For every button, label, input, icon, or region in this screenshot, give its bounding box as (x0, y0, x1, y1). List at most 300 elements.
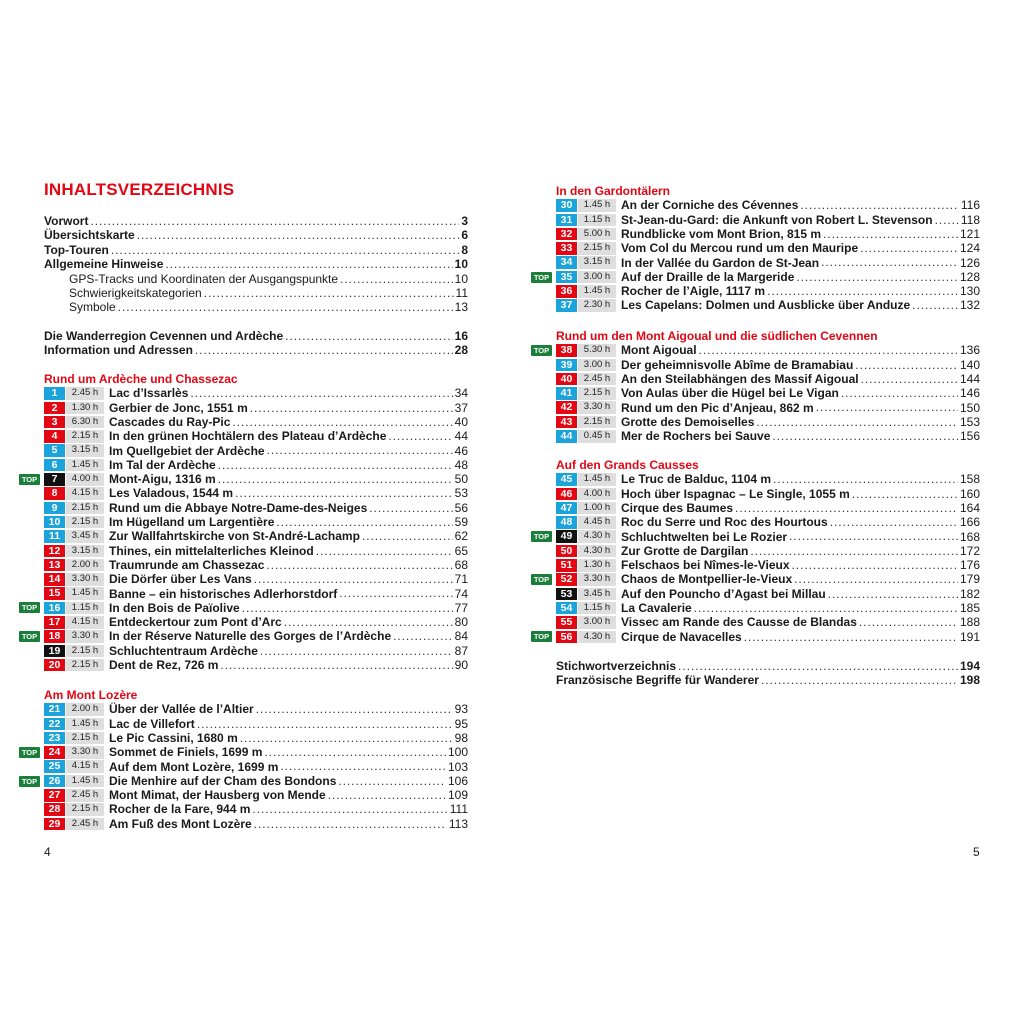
route-title: Thines, ein mittelalterliches Kleinod (109, 543, 314, 558)
toc-entry (44, 228, 468, 242)
route-number: 43 (556, 416, 577, 429)
entry-page: 3 (461, 214, 468, 228)
route-title: Mont Aigoual (621, 343, 697, 358)
entry-title: Allgemeine Hinweise (44, 257, 164, 272)
dot-leader (823, 227, 958, 241)
dot-leader (242, 601, 453, 615)
route-number: 41 (556, 387, 577, 400)
index-entries (556, 659, 980, 688)
route-row (44, 587, 468, 601)
route-duration: 0.45 h (578, 430, 616, 443)
dot-leader (218, 472, 453, 486)
route-number: 11 (44, 530, 65, 543)
route-row (44, 817, 468, 831)
route-duration: 2.00 h (66, 559, 104, 572)
route-title: Auf den Pouncho d’Agast bei Millau (621, 586, 826, 601)
route-title: Le Pic Cassini, 1680 m (109, 730, 238, 745)
route-page: 176 (959, 558, 980, 573)
route-duration: 4.30 h (578, 545, 616, 558)
route-duration: 3.00 h (578, 359, 616, 372)
route-number: 44 (556, 430, 577, 443)
route-row (556, 515, 980, 529)
route-duration: 2.15 h (66, 516, 104, 529)
dot-leader (338, 774, 446, 788)
entry-title: GPS-Tracks und Koordinaten der Ausgangspunkte (69, 271, 339, 286)
route-row (21, 745, 468, 760)
route-number: 37 (556, 299, 577, 312)
route-number: 31 (556, 214, 577, 227)
dot-leader (328, 788, 446, 802)
entry-title: Stichwortverzeichnis (556, 659, 677, 673)
route-number: 49 (556, 530, 577, 543)
route-title: Lac de Villefort (109, 716, 195, 731)
section-heading: Auf den Grands Causses (556, 458, 699, 472)
route-duration: 2.15 h (66, 430, 104, 443)
route-page: 77 (454, 600, 468, 615)
entry-page: 10 (454, 257, 468, 272)
dot-leader (165, 257, 452, 271)
route-duration: 2.15 h (578, 387, 616, 400)
page-number-right: 5 (973, 845, 980, 859)
route-number: 35 (556, 271, 577, 284)
dot-leader (750, 544, 958, 558)
route-title: Chaos de Montpellier-le-Vieux (621, 572, 793, 587)
toc-entry (44, 257, 468, 271)
dot-leader (190, 386, 452, 400)
route-title: Die Dörfer über Les Vans (109, 572, 252, 587)
route-page: 53 (454, 486, 468, 501)
route-row (21, 773, 468, 788)
route-page: 80 (454, 615, 468, 630)
dot-leader (137, 228, 460, 242)
route-page: 62 (454, 529, 468, 544)
route-duration: 3.00 h (578, 616, 616, 629)
route-title: Dent de Rez, 726 m (109, 658, 219, 673)
section-heading: Am Mont Lozère (44, 688, 138, 702)
toc-entry (44, 272, 468, 286)
route-page: 130 (959, 284, 980, 299)
route-number: 4 (44, 430, 65, 443)
entry-page: 13 (454, 300, 468, 315)
entry-page: 194 (959, 659, 980, 673)
route-page: 95 (454, 716, 468, 731)
route-number: 12 (44, 545, 65, 558)
route-title: Von Aulas über die Hügel bei Le Vigan (621, 386, 839, 401)
route-duration: 3.30 h (578, 573, 616, 586)
route-page: 121 (959, 226, 980, 241)
route-number: 33 (556, 242, 577, 255)
toc-title: INHALTSVERZEICHNIS (44, 180, 235, 199)
route-title: La Cavalerie (621, 601, 692, 616)
route-row (44, 717, 468, 731)
route-page: 136 (959, 343, 980, 358)
route-page: 188 (959, 615, 980, 630)
top-badge: TOP (19, 776, 40, 787)
route-number: 10 (44, 516, 65, 529)
toc-entry (44, 329, 468, 343)
route-duration: 3.30 h (66, 746, 104, 759)
route-duration: 5.30 h (578, 344, 616, 357)
route-duration: 1.30 h (66, 402, 104, 415)
dot-leader (852, 487, 958, 501)
section-grands-causses (533, 458, 980, 644)
route-title: Rund um den Pic d’Anjeau, 862 m (621, 400, 814, 415)
dot-leader (284, 615, 453, 629)
dot-leader (699, 343, 958, 357)
dot-leader (280, 759, 446, 773)
toc-entry (44, 300, 468, 314)
route-row (556, 472, 980, 486)
route-title: Über der Vallée de l’Altier (109, 702, 254, 717)
top-badge: TOP (531, 272, 552, 283)
dot-leader (267, 443, 453, 457)
route-page: 118 (960, 212, 980, 227)
route-row (533, 269, 980, 284)
route-number: 1 (44, 387, 65, 400)
route-duration: 3.45 h (66, 530, 104, 543)
page-number-left: 4 (44, 845, 51, 859)
route-duration: 1.15 h (66, 602, 104, 615)
route-number: 24 (44, 746, 65, 759)
route-page: 74 (454, 586, 468, 601)
route-title: Rocher de l’Aigle, 1117 m (621, 284, 766, 299)
dot-leader (841, 386, 958, 400)
route-title: In der Vallée du Gardon de St-Jean (621, 255, 820, 270)
route-page: 111 (449, 802, 468, 817)
route-title: Mont-Aigu, 1316 m (109, 472, 216, 487)
dot-leader (90, 214, 459, 228)
dot-leader (316, 544, 453, 558)
route-row (556, 198, 980, 212)
route-page: 179 (959, 572, 980, 587)
route-title: Im Tal der Ardèche (109, 457, 216, 472)
top-badge: TOP (531, 345, 552, 356)
dot-leader (204, 286, 454, 300)
entry-page: 6 (461, 228, 468, 243)
route-row (556, 487, 980, 501)
section-heading: Rund um Ardèche und Chassezac (44, 372, 238, 386)
route-title: Felschaos bei Nîmes-le-Vieux (621, 558, 790, 573)
route-page: 37 (454, 400, 468, 415)
route-title: St-Jean-du-Gard: die Ankunft von Robert L. Stevenson (621, 212, 933, 227)
top-badge: TOP (531, 574, 552, 585)
route-row (556, 284, 980, 298)
route-row (556, 241, 980, 255)
route-page: 59 (454, 515, 468, 530)
route-duration: 1.45 h (578, 285, 616, 298)
entry-title: Vorwort (44, 214, 89, 228)
dot-leader (250, 401, 453, 415)
route-row (533, 343, 980, 358)
dot-leader (285, 329, 452, 343)
route-page: 172 (959, 543, 980, 558)
dot-leader (800, 198, 958, 212)
route-duration: 6.30 h (66, 416, 104, 429)
route-page: 44 (454, 429, 468, 444)
route-duration: 4.00 h (66, 473, 104, 486)
route-title: Schluchtentraum Ardèche (109, 643, 258, 658)
route-number: 18 (44, 630, 65, 643)
route-duration: 2.15 h (578, 416, 616, 429)
route-title: Der geheimnisvolle Abîme de Bramabiau (621, 357, 854, 372)
route-number: 16 (44, 602, 65, 615)
dot-leader (756, 415, 958, 429)
route-row (556, 429, 980, 443)
route-page: 46 (454, 443, 468, 458)
route-row (44, 415, 468, 429)
route-row (556, 615, 980, 629)
route-row (533, 629, 980, 644)
entry-page: 16 (454, 329, 468, 343)
route-duration: 4.15 h (66, 487, 104, 500)
route-duration: 4.15 h (66, 760, 104, 773)
route-number: 40 (556, 373, 577, 386)
dot-leader (912, 298, 958, 312)
route-page: 153 (959, 414, 980, 429)
route-row (44, 658, 468, 672)
route-title: Zur Grotte de Dargilan (621, 543, 749, 558)
route-row (533, 572, 980, 587)
route-page: 126 (959, 255, 980, 270)
route-duration: 1.45 h (578, 473, 616, 486)
route-row (556, 544, 980, 558)
route-row (556, 358, 980, 372)
route-page: 166 (959, 515, 980, 530)
route-duration: 2.15 h (66, 502, 104, 515)
dot-leader (794, 572, 958, 586)
dot-leader (260, 644, 453, 658)
route-duration: 3.30 h (578, 401, 616, 414)
route-number: 2 (44, 402, 65, 415)
route-duration: 4.30 h (578, 631, 616, 644)
route-duration: 3.15 h (66, 444, 104, 457)
dot-leader (735, 501, 958, 515)
route-number: 55 (556, 616, 577, 629)
route-page: 116 (960, 198, 980, 213)
route-page: 185 (959, 601, 980, 616)
dot-leader (761, 673, 958, 687)
route-title: In den grünen Hochtälern des Plateau d’Ardèche (109, 429, 387, 444)
toc-entry (44, 214, 468, 228)
route-row (44, 458, 468, 472)
route-title: Sommet de Finiels, 1699 m (109, 745, 263, 760)
top-badge: TOP (19, 474, 40, 485)
route-page: 182 (959, 586, 980, 601)
route-number: 28 (44, 803, 65, 816)
dot-leader (276, 515, 452, 529)
route-row (44, 401, 468, 415)
route-title: Rund um die Abbaye Notre-Dame-des-Neiges (109, 500, 368, 515)
route-title: Schluchtwelten bei Le Rozier (621, 529, 788, 544)
route-duration: 1.45 h (66, 718, 104, 731)
route-title: Gerbier de Jonc, 1551 m (109, 400, 248, 415)
entry-title: Information und Adressen (44, 343, 193, 358)
entry-title: Übersichtskarte (44, 228, 135, 243)
route-page: 124 (959, 241, 980, 256)
dot-leader (816, 400, 958, 414)
entry-page: 10 (454, 271, 468, 286)
route-row (44, 486, 468, 500)
route-duration: 3.30 h (66, 630, 104, 643)
top-badge: TOP (531, 531, 552, 542)
route-number: 22 (44, 718, 65, 731)
route-title: In der Réserve Naturelle des Gorges de l’Ardèche (109, 629, 392, 644)
route-page: 144 (959, 371, 980, 386)
section-heading: Rund um den Mont Aigoual und die südlichen Cevennen (556, 329, 878, 343)
route-number: 14 (44, 573, 65, 586)
route-duration: 2.15 h (578, 242, 616, 255)
route-page: 40 (454, 414, 468, 429)
route-row (44, 615, 468, 629)
route-page: 168 (959, 529, 980, 544)
route-title: Am Fuß des Mont Lozère (109, 816, 252, 831)
dot-leader (744, 630, 958, 644)
route-duration: 2.15 h (66, 803, 104, 816)
dot-leader (362, 529, 453, 543)
route-duration: 1.45 h (66, 775, 104, 788)
route-page: 48 (454, 457, 468, 472)
route-page: 146 (959, 386, 980, 401)
route-row (44, 644, 468, 658)
dot-leader (252, 802, 447, 816)
route-title: Mer de Rochers bei Sauve (621, 429, 771, 444)
route-number: 45 (556, 473, 577, 486)
route-row (44, 386, 468, 400)
route-title: Cirque des Baumes (621, 500, 734, 515)
route-title: Hoch über Ispagnac – Le Single, 1055 m (621, 486, 850, 501)
route-number: 32 (556, 228, 577, 241)
entry-title: Top-Touren (44, 242, 109, 257)
dot-leader (340, 272, 453, 286)
top-badge: TOP (531, 631, 552, 642)
route-page: 160 (959, 486, 980, 501)
route-duration: 4.30 h (578, 530, 616, 543)
entry-page: 11 (455, 285, 468, 300)
dot-leader (254, 817, 447, 831)
route-duration: 3.30 h (66, 573, 104, 586)
route-row (556, 213, 980, 227)
route-title: Banne – ein historisches Adlerhorstdorf (109, 586, 338, 601)
route-number: 13 (44, 559, 65, 572)
route-row (556, 587, 980, 601)
route-duration: 2.15 h (66, 645, 104, 658)
route-number: 39 (556, 359, 577, 372)
route-duration: 1.15 h (578, 214, 616, 227)
route-number: 48 (556, 516, 577, 529)
dot-leader (772, 429, 958, 443)
route-number: 56 (556, 631, 577, 644)
route-row (556, 298, 980, 312)
route-row (21, 629, 468, 644)
route-title: Lac d’Issarlès (109, 386, 189, 401)
section-ardeche (21, 372, 468, 673)
route-title: Traumrunde am Chassezac (109, 557, 265, 572)
section-mont-aigoual (533, 329, 980, 444)
route-row (44, 731, 468, 745)
route-page: 109 (447, 788, 468, 803)
dot-leader (339, 586, 452, 600)
route-page: 87 (454, 643, 468, 658)
route-row (44, 802, 468, 816)
route-duration: 1.45 h (66, 459, 104, 472)
route-title: An den Steilabhängen des Massif Aigoual (621, 371, 859, 386)
route-title: Rocher de la Fare, 944 m (109, 802, 251, 817)
route-title: Grotte des Demoiselles (621, 414, 755, 429)
route-page: 150 (959, 400, 980, 415)
route-number: 27 (44, 789, 65, 802)
dot-leader (388, 429, 452, 443)
top-badge: TOP (19, 747, 40, 758)
entry-title: Symbole (69, 300, 116, 315)
dot-leader (232, 415, 452, 429)
dot-leader (256, 702, 453, 716)
route-duration: 2.15 h (66, 732, 104, 745)
dot-leader (859, 615, 958, 629)
route-row (556, 558, 980, 572)
route-number: 17 (44, 616, 65, 629)
dot-leader (197, 717, 453, 731)
route-row (556, 601, 980, 615)
dot-leader (240, 731, 453, 745)
route-title: Im Quellgebiet der Ardèche (109, 443, 265, 458)
dot-leader (195, 343, 453, 357)
route-number: 21 (44, 703, 65, 716)
route-number: 50 (556, 545, 577, 558)
route-duration: 3.15 h (66, 545, 104, 558)
route-duration: 2.00 h (66, 703, 104, 716)
route-row (44, 702, 468, 716)
route-number: 6 (44, 459, 65, 472)
route-duration: 1.30 h (578, 559, 616, 572)
dot-leader (828, 587, 958, 601)
section-heading: In den Gardontälern (556, 184, 671, 198)
route-page: 158 (959, 472, 980, 487)
route-number: 34 (556, 256, 577, 269)
route-row (44, 544, 468, 558)
route-duration: 3.45 h (578, 588, 616, 601)
route-number: 8 (44, 487, 65, 500)
dot-leader (266, 558, 452, 572)
route-duration: 3.00 h (578, 271, 616, 284)
toc-entry (44, 343, 468, 357)
route-title: Cascades du Ray-Pic (109, 414, 231, 429)
route-duration: 1.15 h (578, 602, 616, 615)
top-badge: TOP (19, 602, 40, 613)
entry-page: 8 (461, 242, 468, 257)
toc-entry (556, 659, 980, 673)
route-title: Entdeckertour zum Pont d’Arc (109, 615, 282, 630)
route-duration: 2.30 h (578, 299, 616, 312)
entry-title: Schwierigkeitskategorien (69, 285, 202, 300)
route-title: Vissec am Rande des Causse de Blandas (621, 615, 857, 630)
route-row (44, 444, 468, 458)
dot-leader (821, 255, 958, 269)
dot-leader (369, 501, 452, 515)
route-title: Le Truc de Balduc, 1104 m (621, 472, 772, 487)
route-page: 191 (959, 629, 980, 644)
route-duration: 2.45 h (66, 387, 104, 400)
route-number: 46 (556, 488, 577, 501)
route-page: 98 (454, 730, 468, 745)
route-title: Vom Col du Mercou rund um den Mauripe (621, 241, 859, 256)
route-number: 20 (44, 659, 65, 672)
route-title: Auf der Draille de la Margeride (621, 269, 795, 284)
route-duration: 3.15 h (578, 256, 616, 269)
route-number: 25 (44, 760, 65, 773)
route-number: 42 (556, 401, 577, 414)
dot-leader (792, 558, 958, 572)
route-row (44, 558, 468, 572)
